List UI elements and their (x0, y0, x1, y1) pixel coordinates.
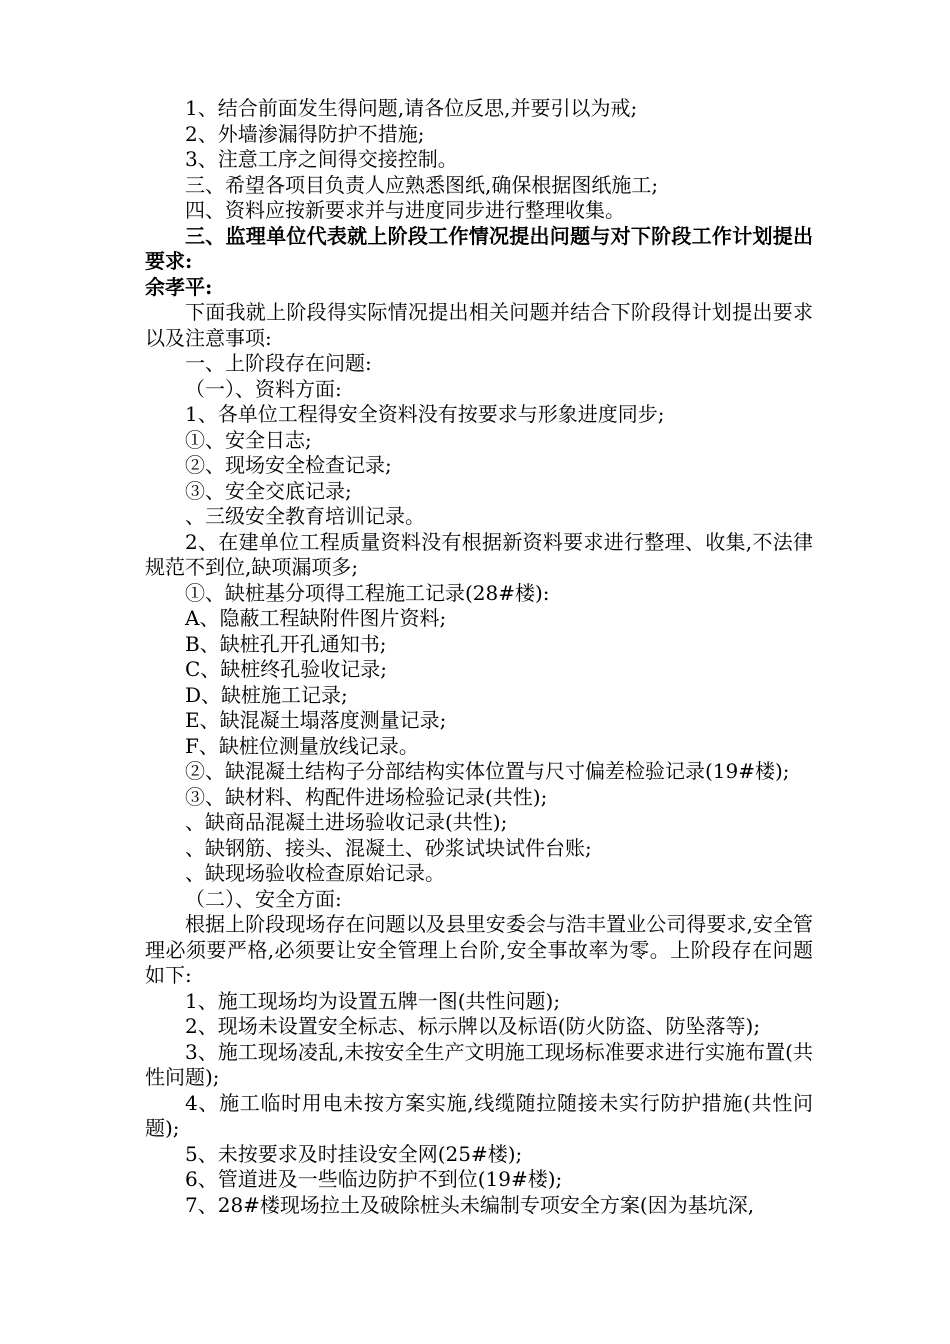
list-item: E、缺混凝土塌落度测量记录; (185, 708, 447, 732)
list-item: 6、管道进及一些临边防护不到位(19#楼); (185, 1167, 563, 1191)
list-item: D、缺桩施工记录; (185, 682, 348, 707)
list-item: 2、在建单位工程质量资料没有根据新资料要求进行整理、收集,不法律规范不到位,缺项漏项多; (145, 529, 813, 579)
list-item: A、隐蔽工程缺附件图片资料; (185, 606, 447, 630)
list-item: 、三级安全教育培训记录。 (185, 504, 425, 528)
speaker-name: 余孝平: (145, 274, 213, 299)
paragraph: 三、希望各项目负责人应熟悉图纸,确保根据图纸施工; (185, 172, 659, 197)
paragraph: 3、注意工序之间得交接控制。 (185, 147, 458, 171)
list-item: ③、安全交底记录; (185, 478, 352, 503)
list-item: 、缺现场验收检查原始记录。 (185, 861, 445, 885)
paragraph: 根据上阶段现场存在问题以及县里安委会与浩丰置业公司得要求,安全管理必须要严格,必须要让安全管理上台阶,安全事故率为零。上阶段存在问题如下: (145, 912, 813, 987)
list-item: B、缺桩孔开孔通知书; (185, 631, 387, 656)
list-item: ①、安全日志; (185, 427, 312, 452)
list-item: ③、缺材料、构配件进场检验记录(共性); (185, 784, 548, 809)
list-item: 2、现场未设置安全标志、标示牌以及标语(防火防盗、防坠落等); (185, 1014, 761, 1038)
list-item: 1、各单位工程得安全资料没有按要求与形象进度同步; (185, 402, 665, 426)
section-heading: 三、监理单位代表就上阶段工作情况提出问题与对下阶段工作计划提出要求: (145, 223, 813, 273)
paragraph: 下面我就上阶段得实际情况提出相关问题并结合下阶段得计划提出要求以及注意事项: (145, 300, 813, 350)
list-item: 3、施工现场凌乱,未按安全生产文明施工现场标准要求进行实施布置(共性问题); (145, 1039, 813, 1089)
list-item: 7、28#楼现场拉土及破除桩头未编制专项安全方案(因为基坑深, (185, 1192, 755, 1217)
list-item: C、缺桩终孔验收记录; (185, 657, 388, 681)
document-page (145, 96, 813, 1218)
paragraph: 1、结合前面发生得问题,请各位反思,并要引以为戒; (185, 96, 638, 120)
list-item: 、缺钢筋、接头、混凝土、砂浆试块试件台账; (185, 835, 592, 860)
list-item: 4、施工临时用电未按方案实施,线缆随拉随接未实行防护措施(共性问题); (145, 1090, 813, 1140)
list-item: ②、缺混凝土结构子分部结构实体位置与尺寸偏差检验记录(19#楼); (185, 759, 790, 783)
paragraph: 2、外墙渗漏得防护不措施; (185, 121, 425, 146)
list-item: F、缺桩位测量放线记录。 (185, 733, 419, 758)
list-item: 5、未按要求及时挂设安全网(25#楼); (185, 1141, 523, 1166)
paragraph: 四、资料应按新要求并与进度同步进行整理收集。 (185, 198, 625, 222)
subsection-heading: （一）、资料方面: (185, 376, 342, 401)
list-item: ②、现场安全检查记录; (185, 453, 392, 477)
list-item: ①、缺桩基分项得工程施工记录(28#楼): (185, 580, 550, 605)
list-item: 、缺商品混凝土进场验收记录(共性); (185, 810, 508, 834)
list-item: 1、施工现场均为设置五牌一图(共性问题); (185, 988, 561, 1013)
subsection-heading: （二）、安全方面: (185, 886, 342, 911)
subsection-heading: 一、上阶段存在问题: (185, 351, 372, 375)
